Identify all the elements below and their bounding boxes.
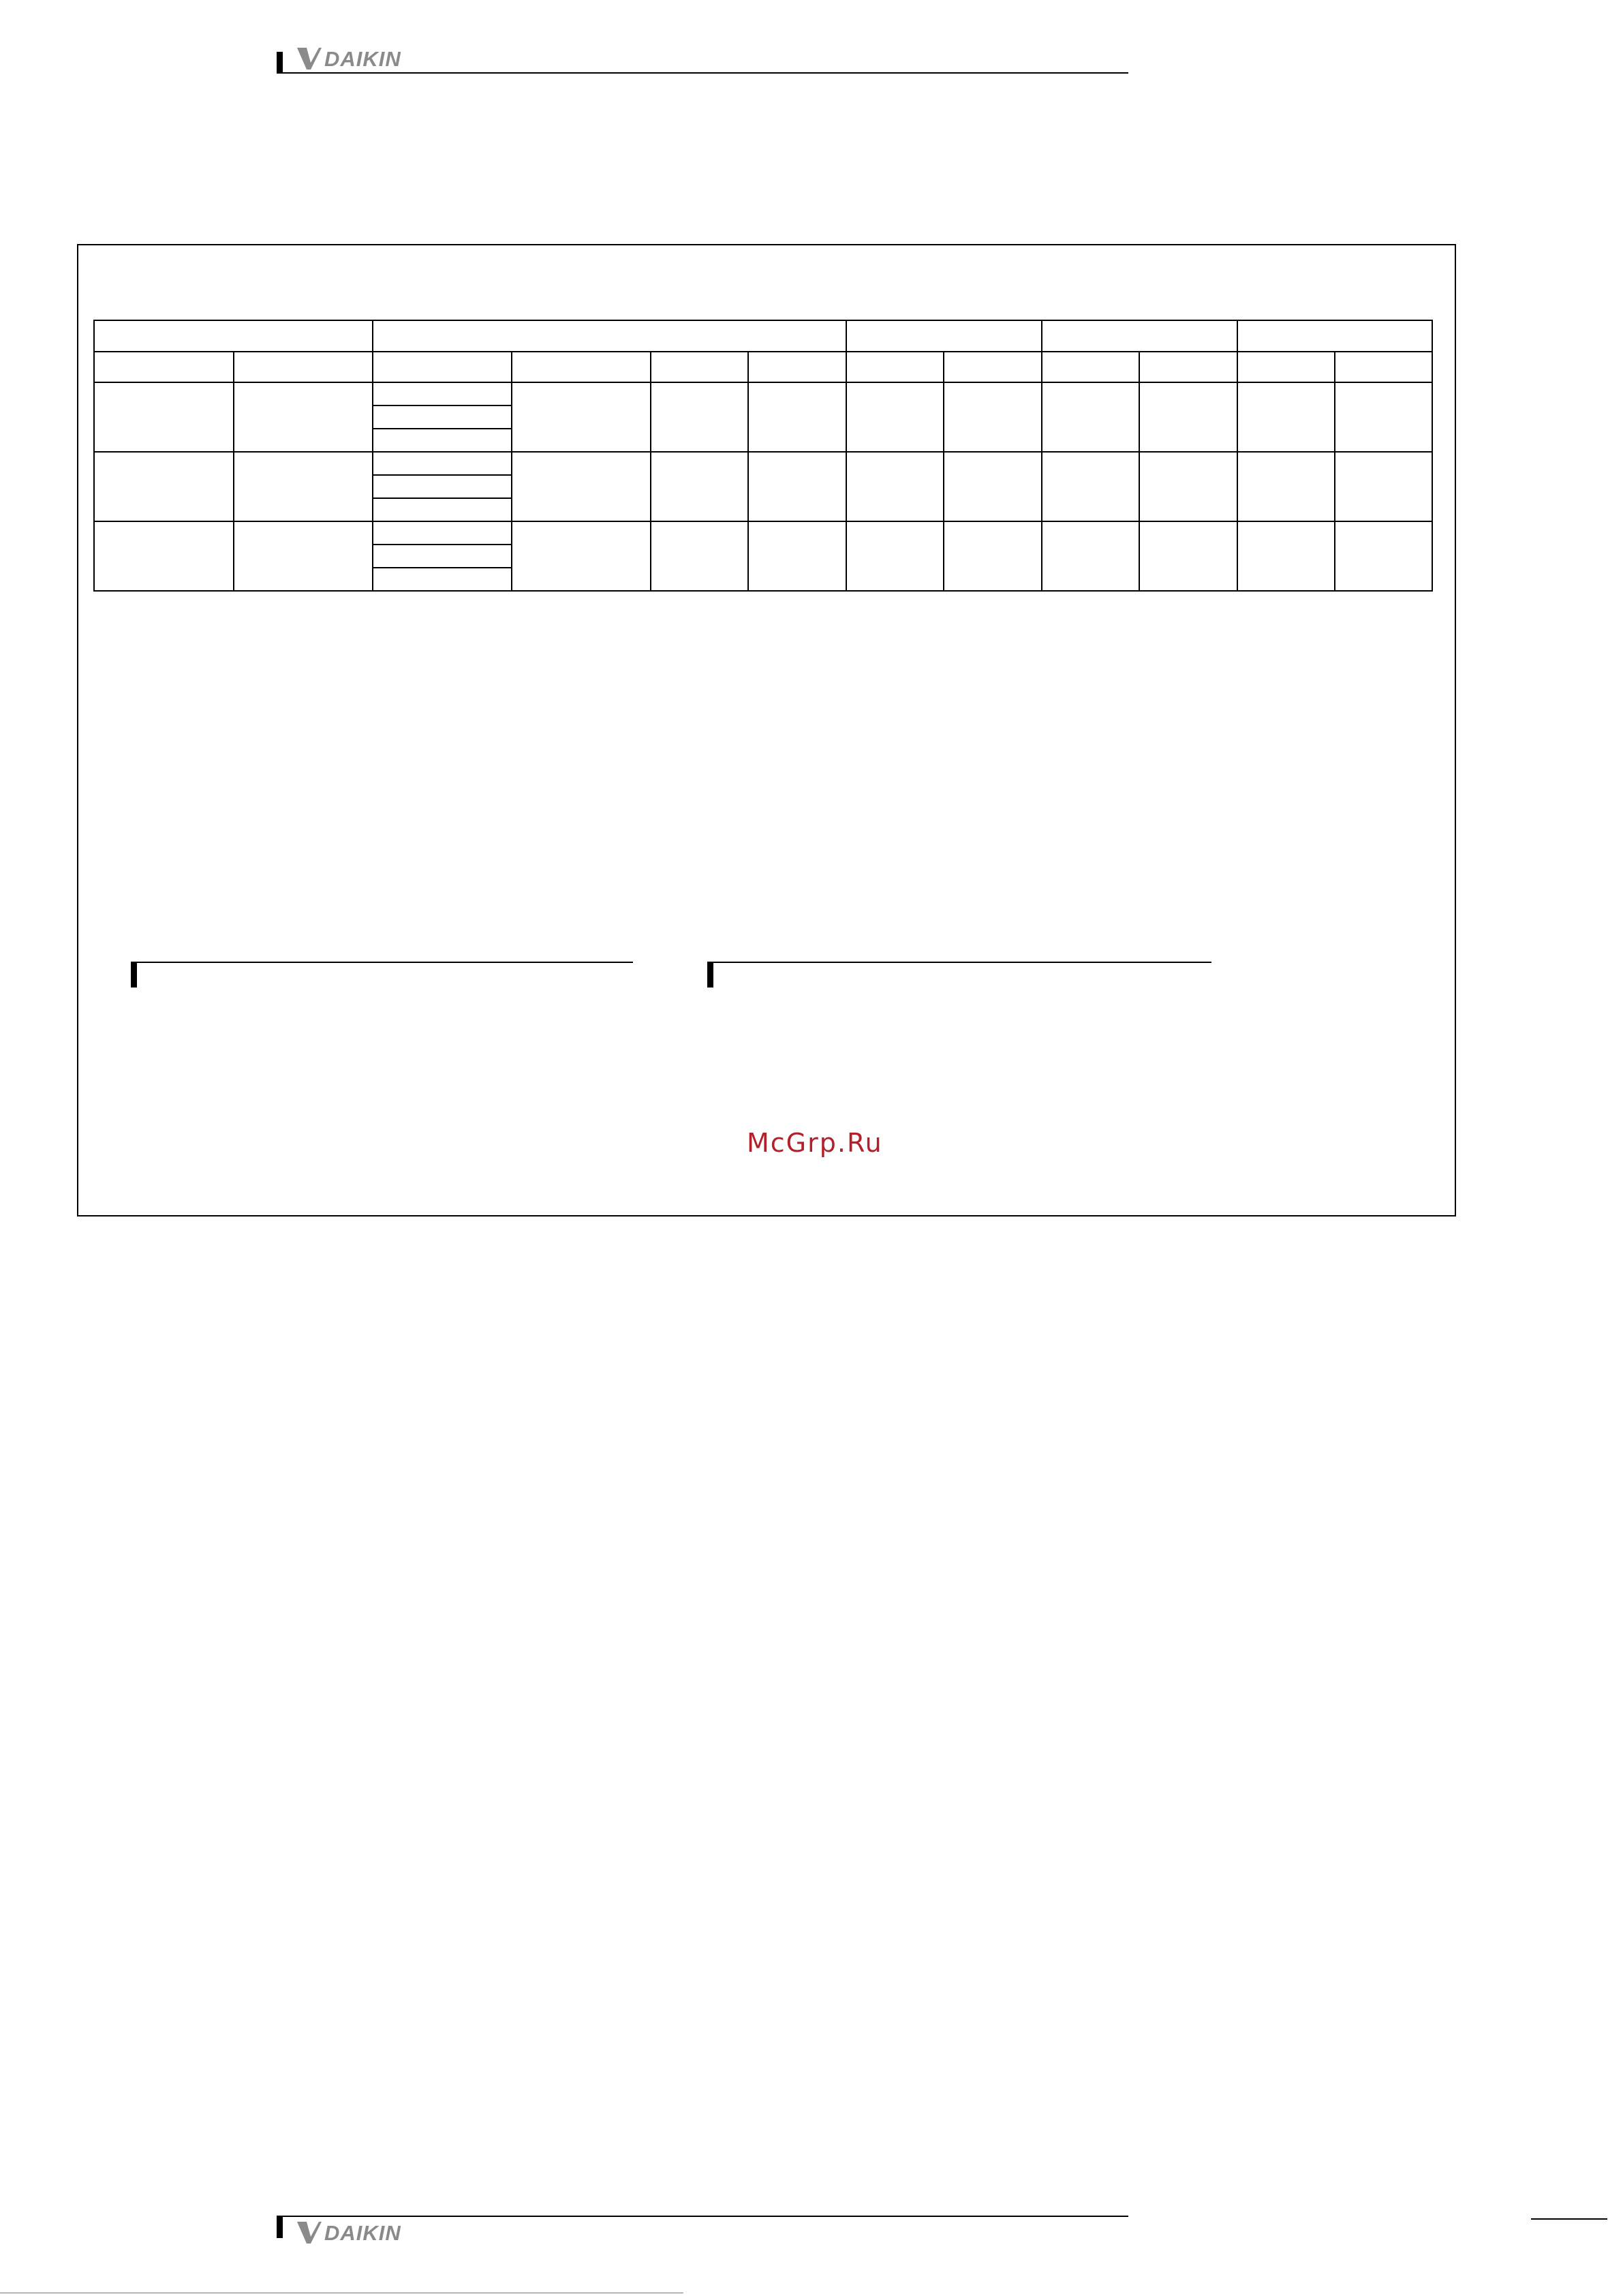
table-cell: [234, 521, 373, 591]
table-cell: [944, 521, 1042, 591]
table-header-row-2: [94, 352, 1432, 382]
section-right-rule: [707, 962, 1211, 963]
header-logo: [297, 48, 401, 70]
table-header-cell: [94, 320, 373, 352]
header-marker-bar: [277, 52, 283, 73]
footer-rule: [277, 2216, 1128, 2217]
table-cell: [1237, 382, 1335, 452]
table-cell: [1335, 382, 1432, 452]
table-cell: [1042, 382, 1139, 452]
table-subheader-cell: [651, 352, 748, 382]
footer-logo: [297, 2222, 401, 2244]
footer-marker-bar: [277, 2216, 283, 2238]
table-subheader-cell: [512, 352, 651, 382]
table-cell: [94, 382, 234, 452]
table-cell: [373, 405, 512, 429]
table-cell: [1335, 521, 1432, 591]
section-left-marker-bar: [131, 962, 137, 988]
table-subheader-cell: [1335, 352, 1432, 382]
table-cell: [373, 382, 512, 405]
header-brand-text: DAIKIN: [324, 46, 401, 71]
table-header-cell: [1237, 320, 1432, 352]
table-cell: [1335, 452, 1432, 521]
table-subheader-cell: [373, 352, 512, 382]
table-cell: [748, 521, 846, 591]
table-header-cell: [1042, 320, 1237, 352]
table-cell: [651, 521, 748, 591]
table-cell: [1139, 521, 1237, 591]
table-cell: [651, 382, 748, 452]
table-header-cell: [846, 320, 1042, 352]
table-cell: [1042, 521, 1139, 591]
table-cell: [373, 429, 512, 452]
table-cell: [373, 521, 512, 545]
header-rule: [277, 72, 1128, 74]
table-cell: [373, 545, 512, 568]
table-cell: [373, 568, 512, 591]
table-subheader-cell: [944, 352, 1042, 382]
section-left-rule: [131, 962, 633, 963]
table-cell: [1139, 382, 1237, 452]
table-row: [94, 521, 1432, 545]
table-cell: [944, 452, 1042, 521]
watermark-text: McGrp.Ru: [747, 1128, 883, 1158]
table-cell: [373, 498, 512, 521]
daikin-logo-icon: [297, 2222, 322, 2244]
table-row: [94, 452, 1432, 475]
table-cell: [373, 452, 512, 475]
table-header-cell: [373, 320, 846, 352]
table-subheader-cell: [846, 352, 944, 382]
table-cell: [94, 521, 234, 591]
table-subheader-cell: [1139, 352, 1237, 382]
table-cell: [846, 382, 944, 452]
daikin-logo-icon: [297, 48, 322, 70]
table-cell: [748, 452, 846, 521]
table-header-row-1: [94, 320, 1432, 352]
table-cell: [846, 521, 944, 591]
table-cell: [1237, 452, 1335, 521]
table-subheader-cell: [748, 352, 846, 382]
section-right-marker-bar: [707, 962, 713, 988]
table-cell: [373, 475, 512, 498]
table-cell: [234, 452, 373, 521]
table-cell: [94, 452, 234, 521]
table-cell: [846, 452, 944, 521]
table-subheader-cell: [94, 352, 234, 382]
table-cell: [1042, 452, 1139, 521]
table-subheader-cell: [1042, 352, 1139, 382]
footer-brand-text: DAIKIN: [324, 2220, 401, 2245]
table-subheader-cell: [234, 352, 373, 382]
table-cell: [748, 382, 846, 452]
table-cell: [234, 382, 373, 452]
table-cell: [512, 382, 651, 452]
table-cell: [1237, 521, 1335, 591]
spec-table: [93, 320, 1433, 592]
table-cell: [1139, 452, 1237, 521]
table-subheader-cell: [1237, 352, 1335, 382]
table-cell: [944, 382, 1042, 452]
footer-page-rule: [1531, 2218, 1607, 2220]
table-row: [94, 382, 1432, 405]
table-cell: [512, 521, 651, 591]
table-cell: [512, 452, 651, 521]
table-cell: [651, 452, 748, 521]
